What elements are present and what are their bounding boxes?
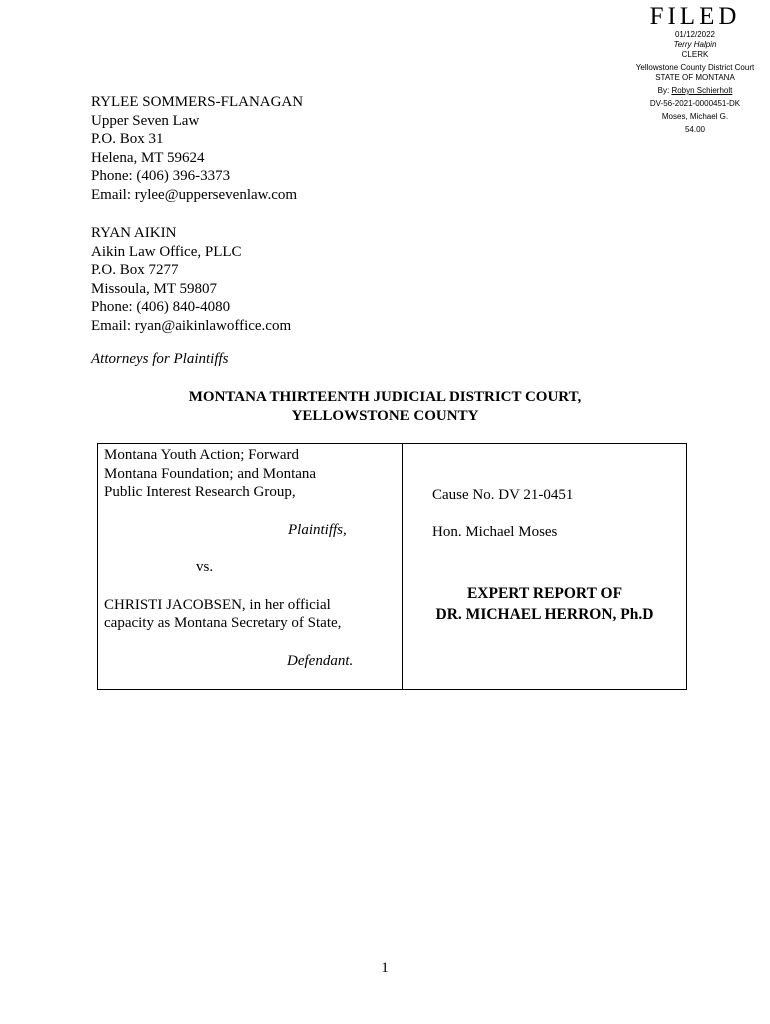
attorney-po-box: P.O. Box 7277 bbox=[91, 262, 179, 278]
stamp-by-label: By: bbox=[657, 86, 670, 95]
court-heading bbox=[0, 388, 770, 425]
defendant-line: capacity as Montana Secretary of State, bbox=[104, 615, 342, 631]
plaintiffs-line: Montana Youth Action; Forward bbox=[104, 447, 299, 463]
stamp-by bbox=[620, 86, 770, 96]
filed-stamp bbox=[620, 4, 770, 135]
filed-date: 01/12/2022 bbox=[674, 30, 716, 39]
attorney-po-box: P.O. Box 31 bbox=[91, 131, 164, 147]
versus: vs. bbox=[196, 559, 214, 575]
plaintiffs-line: Montana Foundation; and Montana bbox=[104, 465, 317, 482]
plaintiffs-line: Public Interest Research Group, bbox=[104, 484, 296, 500]
stamp-judge: Moses, Michael G. bbox=[661, 112, 729, 121]
attorney-name: RYLEE SOMMERS-FLANAGAN bbox=[91, 94, 304, 110]
attorney-firm: Upper Seven Law bbox=[91, 112, 200, 129]
cause-number: Cause No. DV 21-0451 bbox=[432, 487, 574, 503]
stamp-case-number: DV-56-2021-0000451-DK bbox=[649, 99, 741, 108]
stamp-court: Yellowstone County District Court bbox=[635, 63, 755, 72]
case-caption bbox=[97, 443, 687, 690]
clerk-title: CLERK bbox=[681, 50, 709, 59]
attorney-phone: Phone: (406) 396-3373 bbox=[91, 168, 231, 184]
caption-parties bbox=[104, 446, 394, 670]
attorney-email: Email: rylee@uppersevenlaw.com bbox=[91, 186, 298, 203]
attorney-block-2 bbox=[91, 224, 291, 335]
judge-name: Hon. Michael Moses bbox=[432, 524, 558, 540]
court-line-2: YELLOWSTONE COUNTY bbox=[291, 407, 479, 424]
document-title-line-1: EXPERT REPORT OF bbox=[466, 585, 623, 602]
attorney-city: Helena, MT 59624 bbox=[91, 149, 205, 166]
court-line-1: MONTANA THIRTEENTH JUDICIAL DISTRICT COURT, bbox=[188, 389, 582, 405]
defendant-label: Defendant. bbox=[287, 652, 354, 669]
page-number: 1 bbox=[381, 960, 389, 976]
stamp-state: STATE OF MONTANA bbox=[655, 73, 735, 82]
filed-heading: FILED bbox=[649, 3, 741, 30]
caption-divider bbox=[402, 444, 403, 689]
attorney-email: Email: ryan@aikinlawoffice.com bbox=[91, 317, 292, 334]
attorney-block-1 bbox=[91, 93, 303, 204]
plaintiffs-label: Plaintiffs, bbox=[288, 521, 347, 538]
attorney-name: RYAN AIKIN bbox=[91, 225, 177, 241]
stamp-fee: 54.00 bbox=[684, 125, 706, 134]
defendant-line: CHRISTI JACOBSEN, in her official bbox=[104, 596, 331, 613]
document-title bbox=[403, 583, 686, 625]
attorney-phone: Phone: (406) 840-4080 bbox=[91, 299, 231, 315]
attorneys-for: Attorneys for Plaintiffs bbox=[91, 351, 229, 367]
document-title-line-2: DR. MICHAEL HERRON, Ph.D bbox=[435, 606, 654, 623]
clerk-name: Terry Halpin bbox=[673, 40, 717, 49]
attorney-city: Missoula, MT 59807 bbox=[91, 280, 217, 297]
attorney-firm: Aikin Law Office, PLLC bbox=[91, 243, 242, 260]
stamp-by-name: Robyn Schierholt bbox=[671, 86, 733, 95]
